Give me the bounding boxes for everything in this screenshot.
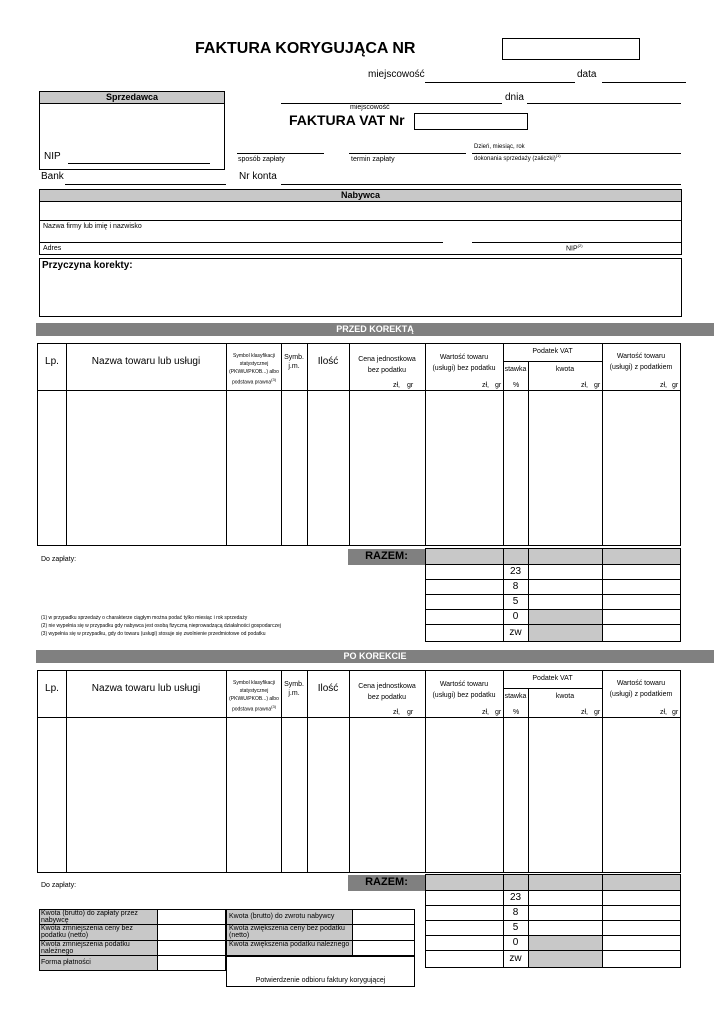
rate-zw-before: zw [509, 627, 522, 638]
vat-zl: zł, [581, 709, 588, 716]
net-zl: zł, [482, 709, 489, 716]
col-lp: Lp. [45, 683, 59, 694]
gross-gr: gr [672, 709, 679, 716]
col-vat-rate: stawka [504, 366, 527, 373]
col-qty: Ilość [317, 356, 339, 367]
invoice-number-field[interactable] [502, 38, 640, 60]
col-price: Cena jednostkowa bez podatku [358, 356, 416, 374]
rate-percent: % [513, 382, 520, 389]
col-gross: Wartość towaru (usługi) z podatkiem [609, 680, 673, 698]
price-gr: gr [407, 709, 414, 716]
payment-term-label: termin zapłaty [351, 156, 395, 163]
gross-zl: zł, [660, 382, 667, 389]
place-field[interactable] [425, 82, 575, 83]
original-date-field[interactable] [527, 103, 681, 104]
rate-0-after: 0 [512, 937, 519, 948]
vat-summary-before [425, 548, 681, 642]
correction-reason-label: Przyczyna korekty: [42, 260, 133, 271]
col-vat-amount: kwota [555, 366, 575, 373]
net-increase-label: Kwota zwiększenia ceny bez podatku (netto) [229, 925, 345, 939]
items-table-after [37, 670, 681, 873]
buyer-title: Nabywca [340, 190, 381, 200]
net-zl: zł, [482, 382, 489, 389]
original-place-field[interactable] [281, 103, 502, 104]
vat-invoice-number-field[interactable] [414, 113, 528, 130]
net-decrease-label: Kwota zmniejszenia ceny bez podatku (netto) [41, 925, 133, 939]
account-field[interactable] [281, 184, 681, 185]
items-table-before [37, 343, 681, 546]
payment-term-field[interactable] [349, 153, 466, 154]
bank-label: Bank [41, 171, 64, 182]
col-price: Cena jednostkowa bez podatku [358, 683, 416, 701]
bottom-right-box [226, 909, 415, 956]
footnote-1: (1) w przypadku sprzedaży o charakterze ciągłym można podać tylko miesiąc i rok sprzedaży [41, 615, 248, 621]
document-title: FAKTURA KORYGUJĄCA NR [195, 40, 416, 57]
vat-invoice-title: FAKTURA VAT Nr [289, 112, 405, 128]
price-gr: gr [407, 382, 414, 389]
rate-5-after: 5 [512, 922, 519, 933]
rate-5-before: 5 [512, 596, 519, 607]
rate-zw-after: zw [509, 953, 522, 964]
col-symbol: Symbol klasyfikacji statystycznej (PKWiU/PKOB...) albo podstawa prawna$^{(3)}$ [229, 680, 279, 713]
col-name: Nazwa towaru lub usługi [91, 683, 201, 694]
sale-date-note-1: Dzień, miesiąc, rok [474, 144, 525, 150]
rate-23-after: 23 [509, 892, 522, 903]
col-vat: Podatek VAT [532, 675, 573, 682]
sale-date-note-2: dokonania sprzedaży (zaliczki)$^{(1)}$ [474, 153, 561, 162]
total-label-before: RAZEM: [365, 550, 408, 562]
dnia-label: dnia [505, 92, 524, 103]
correction-reason-box[interactable] [39, 258, 682, 317]
col-net: Wartość towaru (usługi) bez podatku [432, 354, 496, 372]
total-label-after: RAZEM: [365, 876, 408, 888]
date-label: data [577, 69, 597, 80]
buyer-nip-field[interactable] [472, 242, 681, 243]
buyer-box [39, 189, 682, 255]
col-qty: Ilość [317, 683, 339, 694]
vat-gr: gr [594, 382, 601, 389]
col-net: Wartość towaru (usługi) bez podatku [432, 681, 496, 699]
vat-zl: zł, [581, 382, 588, 389]
buyer-address-label: Adres [43, 245, 62, 252]
col-lp: Lp. [45, 356, 59, 367]
footnote-2: (2) nie wypełnia się w przypadku gdy nabywca jest osobą fizyczną nieprowadzącą działalności gospodarczej [41, 623, 281, 629]
to-pay-label-after: Do zapłaty: [41, 882, 77, 889]
seller-title: Sprzedawca [105, 92, 159, 102]
gross-refund-label: Kwota (brutto) do zwrotu nabywcy [229, 913, 335, 920]
footnote-3: (3) wypełnia się w przypadku, gdy do towaru (usługi) stosuje się zwolnienie przedmiotowe od podatku [41, 631, 266, 637]
buyer-address-field[interactable] [40, 242, 443, 243]
col-symbol: Symbol klasyfikacji statystycznej (PKWiU/PKOB...) albo podstawa prawna$^{(3)}$ [229, 353, 279, 386]
payment-method-field[interactable] [237, 153, 324, 154]
col-name: Nazwa towaru lub usługi [91, 356, 201, 367]
price-zl: zł, [393, 709, 400, 716]
gross-zl: zł, [660, 709, 667, 716]
original-place-label: miejscowość [350, 104, 390, 111]
col-unit: Symb. j.m. [284, 354, 304, 370]
rate-8-after: 8 [512, 907, 519, 918]
buyer-name-separator [40, 220, 681, 221]
tax-increase-label: Kwota zwiększenia podatku należnego [229, 941, 350, 948]
seller-box [39, 91, 225, 170]
receipt-confirmation-label: Potwierdzenie odbioru faktury korygującej [255, 977, 386, 984]
section-before-title: PRZED KOREKTĄ [36, 323, 714, 336]
date-field[interactable] [602, 82, 686, 83]
tax-decrease-label: Kwota zmniejszenia podatku należnego [41, 941, 130, 955]
buyer-nip-label: NIP$^{(2)}$ [566, 243, 583, 253]
gross-gr: gr [672, 382, 679, 389]
rate-23-before: 23 [509, 566, 522, 577]
vat-gr: gr [594, 709, 601, 716]
bottom-left-box [39, 909, 226, 971]
receipt-confirmation-box[interactable] [226, 956, 415, 987]
col-vat-rate: stawka [504, 693, 527, 700]
net-gr: gr [495, 709, 502, 716]
seller-nip-label: NIP [44, 151, 61, 162]
rate-0-before: 0 [512, 611, 519, 622]
account-label: Nr konta [239, 171, 277, 182]
net-gr: gr [495, 382, 502, 389]
payment-method-label: sposób zapłaty [238, 156, 285, 163]
col-unit: Symb. j.m. [284, 681, 304, 697]
place-label: miejscowość [368, 69, 425, 80]
rate-8-before: 8 [512, 581, 519, 592]
col-vat: Podatek VAT [532, 348, 573, 355]
seller-nip-field[interactable] [68, 163, 210, 164]
rate-percent: % [513, 709, 520, 716]
buyer-name-label: Nazwa firmy lub imię i nazwisko [43, 223, 142, 230]
col-gross: Wartość towaru (usługi) z podatkiem [609, 353, 673, 371]
to-pay-label-before: Do zapłaty: [41, 556, 77, 563]
bank-field[interactable] [65, 184, 226, 185]
vat-summary-after [425, 874, 681, 968]
payment-form-label: Forma płatności [41, 959, 91, 966]
section-after-title: PO KOREKCIE [36, 650, 714, 663]
col-vat-amount: kwota [555, 693, 575, 700]
gross-to-pay-label: Kwota (brutto) do zapłaty przez nabywcę [41, 910, 138, 924]
price-zl: zł, [393, 382, 400, 389]
